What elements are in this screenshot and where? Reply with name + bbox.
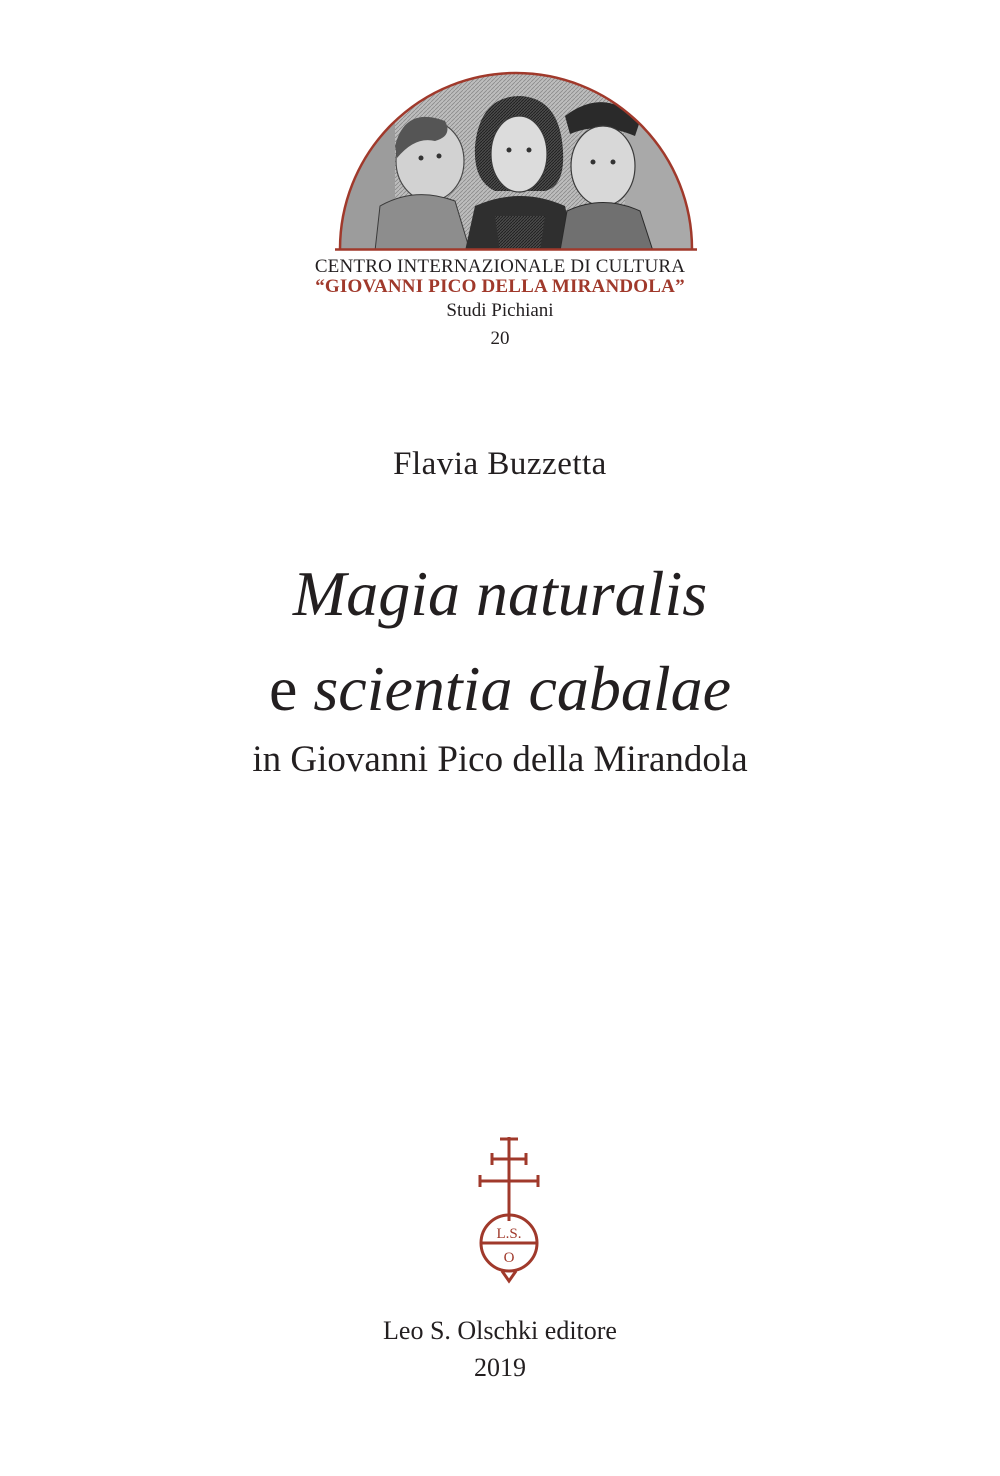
book-subtitle: in Giovanni Pico della Mirandola bbox=[252, 739, 748, 780]
title-line-1: Magia naturalis bbox=[292, 558, 708, 629]
olschki-cross-logo-icon bbox=[472, 1135, 546, 1285]
title-line-2-italic: scientia cabalae bbox=[313, 653, 732, 724]
series-name: Studi Pichiani bbox=[446, 300, 554, 321]
author-name: Flavia Buzzetta bbox=[393, 446, 607, 482]
svg-text:L.S.: L.S. bbox=[496, 1226, 522, 1242]
center-subtitle: “GIOVANNI PICO DELLA MIRANDOLA” bbox=[315, 276, 685, 297]
renaissance-portraits-emblem-icon bbox=[335, 66, 697, 251]
center-name: CENTRO INTERNAZIONALE DI CULTURA bbox=[314, 256, 686, 277]
svg-text:O: O bbox=[503, 1250, 515, 1266]
volume-number: 20 bbox=[490, 328, 510, 349]
publisher-name: Leo S. Olschki editore bbox=[383, 1316, 617, 1345]
title-line-2-prefix: e bbox=[268, 653, 298, 724]
title-line-2 bbox=[0, 653, 1000, 724]
publication-year: 2019 bbox=[474, 1353, 526, 1382]
